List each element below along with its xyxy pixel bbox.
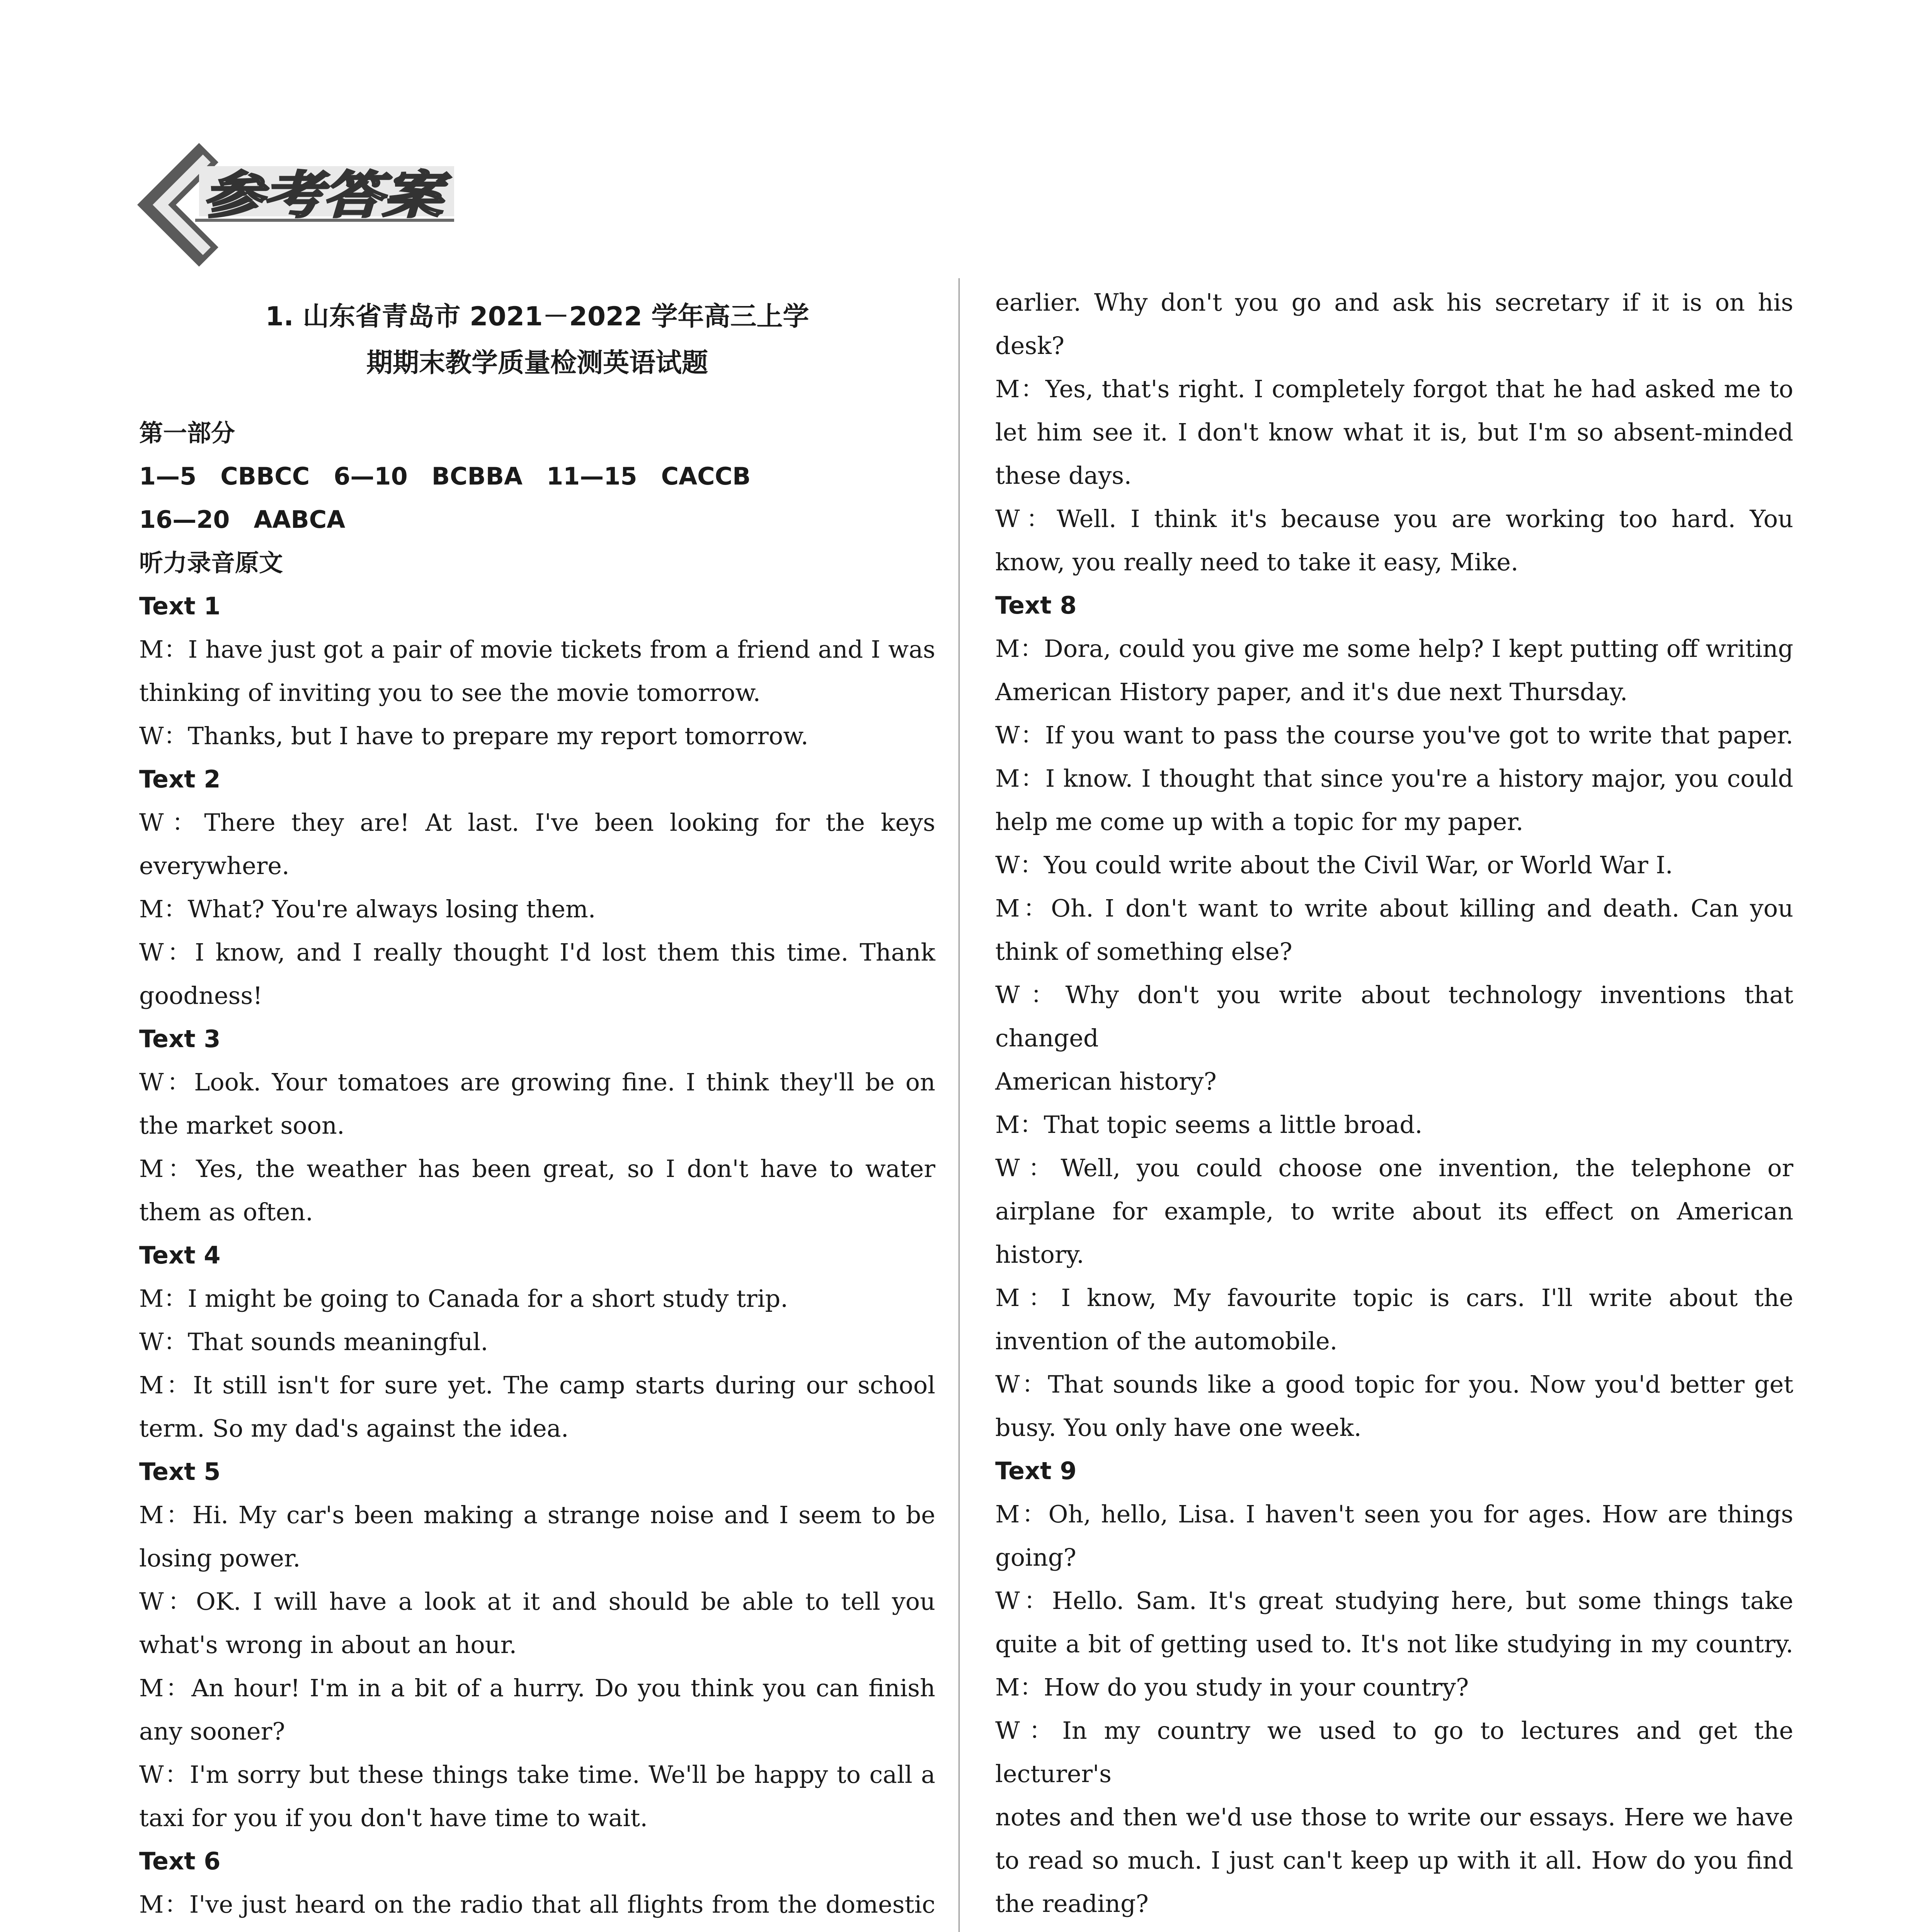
text-line: M：Hi. My car's been making a strange noise and I seem to be <box>139 1501 935 1529</box>
text-line: busy. You only have one week. <box>995 1413 1362 1442</box>
text-line: W：You could write about the Civil War, or World War Ⅰ. <box>995 851 1673 879</box>
text-line: the market soon. <box>139 1111 345 1139</box>
section-heading: Text 8 <box>995 591 1077 619</box>
text-line: going? <box>995 1543 1076 1571</box>
text-line: term. So my dad's against the idea. <box>139 1414 569 1442</box>
text-line: let him see it. I don't know what it is, but I'm so absent-minded <box>995 418 1793 446</box>
text-line: M：It still isn't for sure yet. The camp starts during our school <box>139 1371 935 1399</box>
left-column <box>139 412 935 1932</box>
text-line: losing power. <box>139 1544 301 1572</box>
document-title-line-2: 期期末教学质量检测英语试题 <box>366 348 708 378</box>
text-line: M：How do you study in your country? <box>995 1673 1469 1701</box>
text-line: taxi for you if you don't have time to wait. <box>139 1804 648 1832</box>
text-line: W：Well. I think it's because you are working too hard. You <box>995 505 1793 533</box>
text-line: them as often. <box>139 1198 313 1226</box>
text-line: quite a bit of getting used to. It's not like studying in my country. <box>995 1630 1793 1658</box>
text-line: M：An hour! I'm in a bit of a hurry. Do you think you can finish <box>139 1674 935 1702</box>
text-line: American History paper, and it's due next Thursday. <box>995 678 1628 706</box>
section-heading: Text 1 <box>139 592 221 620</box>
text-line: W：In my country we used to go to lectures and get the lecturer's <box>995 1716 1793 1788</box>
text-line: American history? <box>995 1067 1217 1095</box>
text-line: these days. <box>995 461 1132 490</box>
column-divider <box>958 278 960 1932</box>
text-line <box>995 1925 1793 1932</box>
text-line: M：Yes, the weather has been great, so I don't have to water <box>139 1155 935 1183</box>
text-line: W：If you want to pass the course you've got to write that paper. <box>995 721 1793 749</box>
text-line: W：Well, you could choose one invention, the telephone or <box>995 1154 1793 1182</box>
section-heading: 听力录音原文 <box>139 549 283 577</box>
text-line: M：Oh, hello, Lisa. I haven't seen you for ages. How are things <box>995 1500 1793 1528</box>
text-line: the reading? <box>995 1889 1149 1918</box>
text-line: M：I know. I thought that since you're a history major, you could <box>995 764 1793 793</box>
section-heading: Text 5 <box>139 1458 221 1486</box>
text-line: invention of the automobile. <box>995 1327 1338 1355</box>
text-line: to read so much. I just can't keep up with it all. How do you find <box>995 1846 1793 1874</box>
logo-text: 参考答案 <box>203 166 451 224</box>
section-heading: Text 3 <box>139 1025 221 1053</box>
section-heading: Text 6 <box>139 1847 221 1875</box>
text-line: M：I might be going to Canada for a short study trip. <box>139 1284 788 1313</box>
text-line: W：Hello. Sam. It's great studying here, but some things take <box>995 1587 1793 1615</box>
section-heading: Text 4 <box>139 1241 221 1269</box>
text-line: M：Dora, could you give me some help? I kept putting off writing <box>995 634 1793 663</box>
answer-key-logo <box>137 143 454 267</box>
text-line: M：What? You're always losing them. <box>139 895 596 923</box>
text-line: M：I know, My favourite topic is cars. I'll write about the <box>995 1284 1793 1312</box>
section-heading: Text 9 <box>995 1457 1077 1485</box>
text-line: M：That topic seems a little broad. <box>995 1111 1423 1139</box>
text-line: W：Look. Your tomatoes are growing fine. I think they'll be on <box>139 1068 935 1096</box>
right-column <box>995 281 1793 1932</box>
text-line: goodness! <box>139 981 263 1010</box>
text-line: know, you really need to take it easy, Mike. <box>995 548 1519 576</box>
document-title-line-1: 1. 山东省青岛市 2021－2022 学年高三上学 <box>265 301 809 332</box>
text-line: history. <box>995 1240 1084 1269</box>
section-heading: 16—20 AABCA <box>139 505 346 534</box>
text-line: W：Thanks, but I have to prepare my report tomorrow. <box>139 722 809 750</box>
text-line: W：OK. I will have a look at it and should be able to tell you <box>139 1587 935 1616</box>
section-heading: 第一部分 <box>139 419 235 447</box>
text-line: everywhere. <box>139 852 289 880</box>
text-line: think of something else? <box>995 937 1292 966</box>
text-line: W：That sounds meaningful. <box>139 1328 489 1356</box>
text-line: M：Yes, that's right. I completely forgot that he had asked me to <box>995 375 1793 403</box>
text-line: W：Why don't you write about technology inventions that changed <box>995 981 1793 1052</box>
section-heading: 1—5 CBBCC 6—10 BCBBA 11—15 CACCB <box>139 462 751 490</box>
text-line: W：I know, and I really thought I'd lost them this time. Thank <box>139 938 935 966</box>
text-line: M：I have just got a pair of movie tickets from a friend and I was <box>139 635 935 663</box>
text-line: what's wrong in about an hour. <box>139 1631 517 1659</box>
text-line <box>139 1926 935 1932</box>
text-line: M：I've just heard on the radio that all flights from the domestic <box>139 1890 935 1918</box>
text-line: W：That sounds like a good topic for you. Now you'd better get <box>995 1370 1793 1398</box>
text-line: thinking of inviting you to see the movie tomorrow. <box>139 679 761 707</box>
text-line: airplane for example, to write about its effect on American <box>995 1197 1793 1225</box>
text-line: earlier. Why don't you go and ask his secretary if it is on his desk? <box>995 288 1793 360</box>
text-line: W：There they are! At last. I've been looking for the keys <box>139 808 935 837</box>
section-heading: Text 2 <box>139 765 221 793</box>
text-line: help me come up with a topic for my paper. <box>995 808 1524 836</box>
text-line: M：Oh. I don't want to write about killing and death. Can you <box>995 894 1793 922</box>
text-line: notes and then we'd use those to write our essays. Here we have <box>995 1803 1793 1831</box>
text-line: any sooner? <box>139 1717 285 1745</box>
text-line: W：I'm sorry but these things take time. We'll be happy to call a <box>139 1760 935 1789</box>
